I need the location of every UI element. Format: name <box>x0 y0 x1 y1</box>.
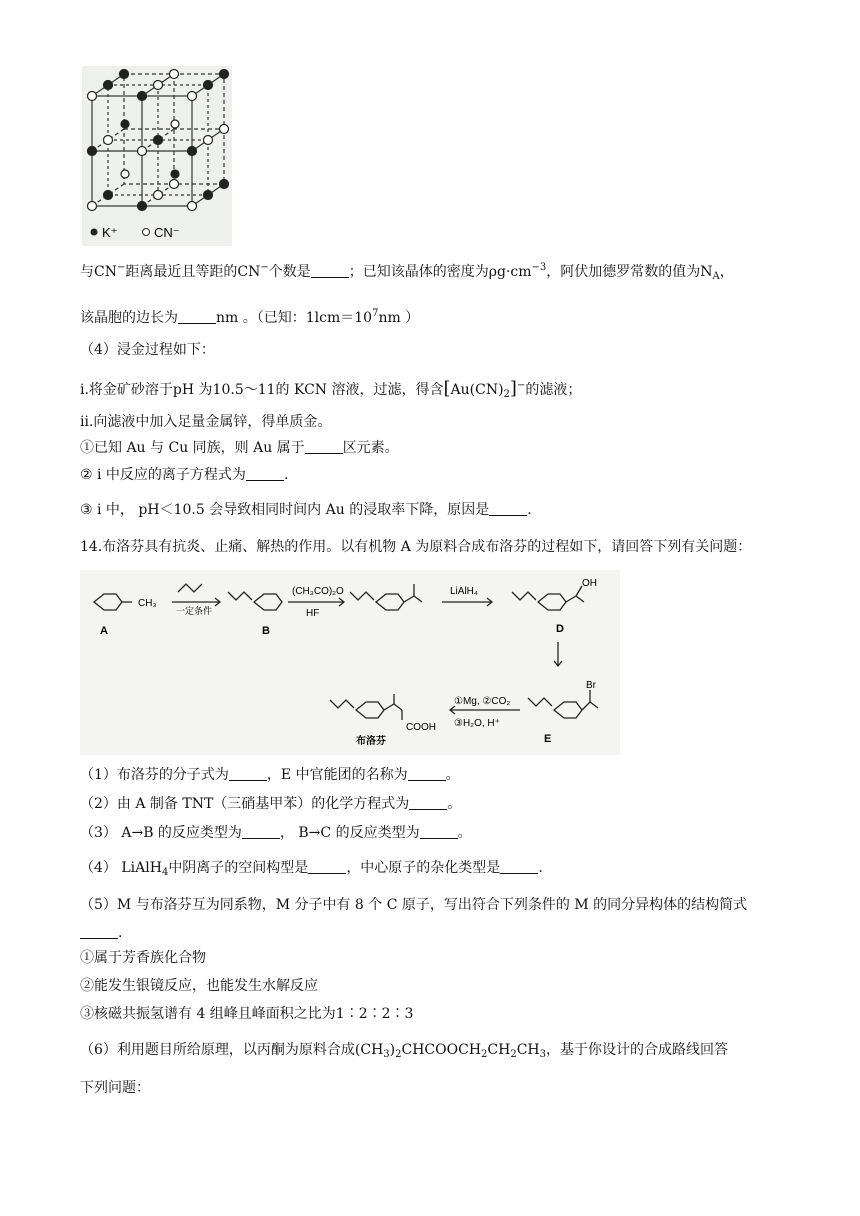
label-a: A <box>100 625 108 637</box>
crystal-cell-figure <box>82 66 232 246</box>
answer-blank[interactable] <box>246 466 284 481</box>
label-d: D <box>556 623 564 635</box>
answer-blank[interactable] <box>178 309 216 324</box>
br-label: Br <box>586 680 596 691</box>
label-e: E <box>544 733 552 745</box>
q14-c2: ②能发生银镜反应，也能发生水解反应 <box>80 978 318 994</box>
q3-line1: 与CN−距离最近且等距的CN−个数是 ；已知该晶体的密度为$\rho g\cdot cm^{-3}$，阿伏加德罗常数的值为$N_A$， <box>80 262 734 282</box>
cond-3: LiAlH₄ <box>450 586 478 597</box>
label-b: B <box>262 625 270 637</box>
ch3-label: CH₃ <box>138 598 157 609</box>
cond-2-bottom: HF <box>306 608 320 619</box>
q14-p5: （5）M 与布洛芬互为同系物，M 分子中有 8 个 C 原子，写出符合下列条件的 M 的同分异构体的结构简式 <box>80 897 748 913</box>
answer-blank[interactable] <box>80 924 118 939</box>
q14-p6-cont: 下列问题： <box>80 1080 150 1096</box>
answer-blank[interactable] <box>305 439 343 454</box>
scheme-svg <box>80 570 620 755</box>
answer-blank[interactable] <box>409 795 447 810</box>
answer-blank[interactable] <box>308 859 346 874</box>
q14-intro: 14.布洛芬具有抗炎、止痛、解热的作用。以有机物 A 为原料合成布洛芬的过程如下，请回答下列有关问题： <box>80 539 752 555</box>
cond-4-top: ①Mg, ②CO₂ <box>454 696 511 707</box>
answer-blank[interactable] <box>489 501 527 516</box>
q14-p2: （2）由 A 制备 TNT（三硝基甲苯）的化学方程式为 。 <box>80 796 462 812</box>
crystal-cell-svg <box>82 66 232 246</box>
answer-blank[interactable] <box>500 859 538 874</box>
q14-p4: （4） LiAlH$_4$中阴离子的空间构型是 ，中心原子的杂化类型是 . <box>80 860 543 878</box>
label-ibuprofen: 布洛芬 <box>356 736 386 747</box>
answer-blank[interactable] <box>408 766 446 781</box>
cond-2-top: (CH₃CO)₂O <box>292 586 344 597</box>
ibuprofen-synthesis-scheme <box>80 570 620 755</box>
q4-sub2: ② ⅰ 中反应的离子方程式为 . <box>80 467 289 483</box>
k-legend-label: K⁺ <box>102 225 118 240</box>
k-legend-dot <box>91 229 98 236</box>
q3-line2: 该晶胞的边长为 nm 。（已知：$1lcm=10^7nm$ ） <box>80 308 420 326</box>
answer-blank[interactable] <box>311 263 349 278</box>
cn-legend-dot <box>143 229 150 236</box>
cond-4-bottom: ③H₂O, H⁺ <box>454 718 500 729</box>
q14-c1: ①属于芳香族化合物 <box>80 950 206 966</box>
q14-p5-blank: . <box>80 923 122 943</box>
q14-p6: （6）利用题目所给原理，以丙酮为原料合成$(CH_3)_2CHCOOCH_2CH_2CH_3$，基于你设计的合成路线回答 <box>80 1042 728 1060</box>
q14-c3: ③核磁共振氢谱有 4 组峰且峰面积之比为1∶2∶2∶3 <box>80 1006 414 1022</box>
q4-step2: ⅱ.向滤液中加入足量金属锌，得单质金。 <box>80 414 332 430</box>
oh-label: OH <box>582 578 597 589</box>
answer-blank[interactable] <box>229 766 267 781</box>
cond-1: 一定条件 <box>176 606 213 616</box>
answer-blank[interactable] <box>420 824 458 839</box>
q4-sub3: ③ ⅰ 中， pH＜10.5 会导致相同时间内 Au 的浸取率下降，原因是 . <box>80 502 532 518</box>
q4-title: （4）浸金过程如下： <box>80 342 215 358</box>
q4-sub1: ①已知 Au 与 Cu 同族，则 Au 属于 区元素。 <box>80 440 399 456</box>
q4-step1: ⅰ.将金矿砂溶于pH 为10.5～11的 KCN 溶液，过滤，得含$[Au(CN)_2]^-$的滤液； <box>80 378 582 400</box>
q14-p3: （3） A→B 的反应类型为 ， B→C 的反应类型为 。 <box>80 825 472 841</box>
cn-legend-label: CN⁻ <box>154 225 180 240</box>
q14-p1: （1）布洛芬的分子式为 ，E 中官能团的名称为 。 <box>80 767 460 783</box>
answer-blank[interactable] <box>242 824 280 839</box>
cooh-label: COOH <box>406 722 436 733</box>
